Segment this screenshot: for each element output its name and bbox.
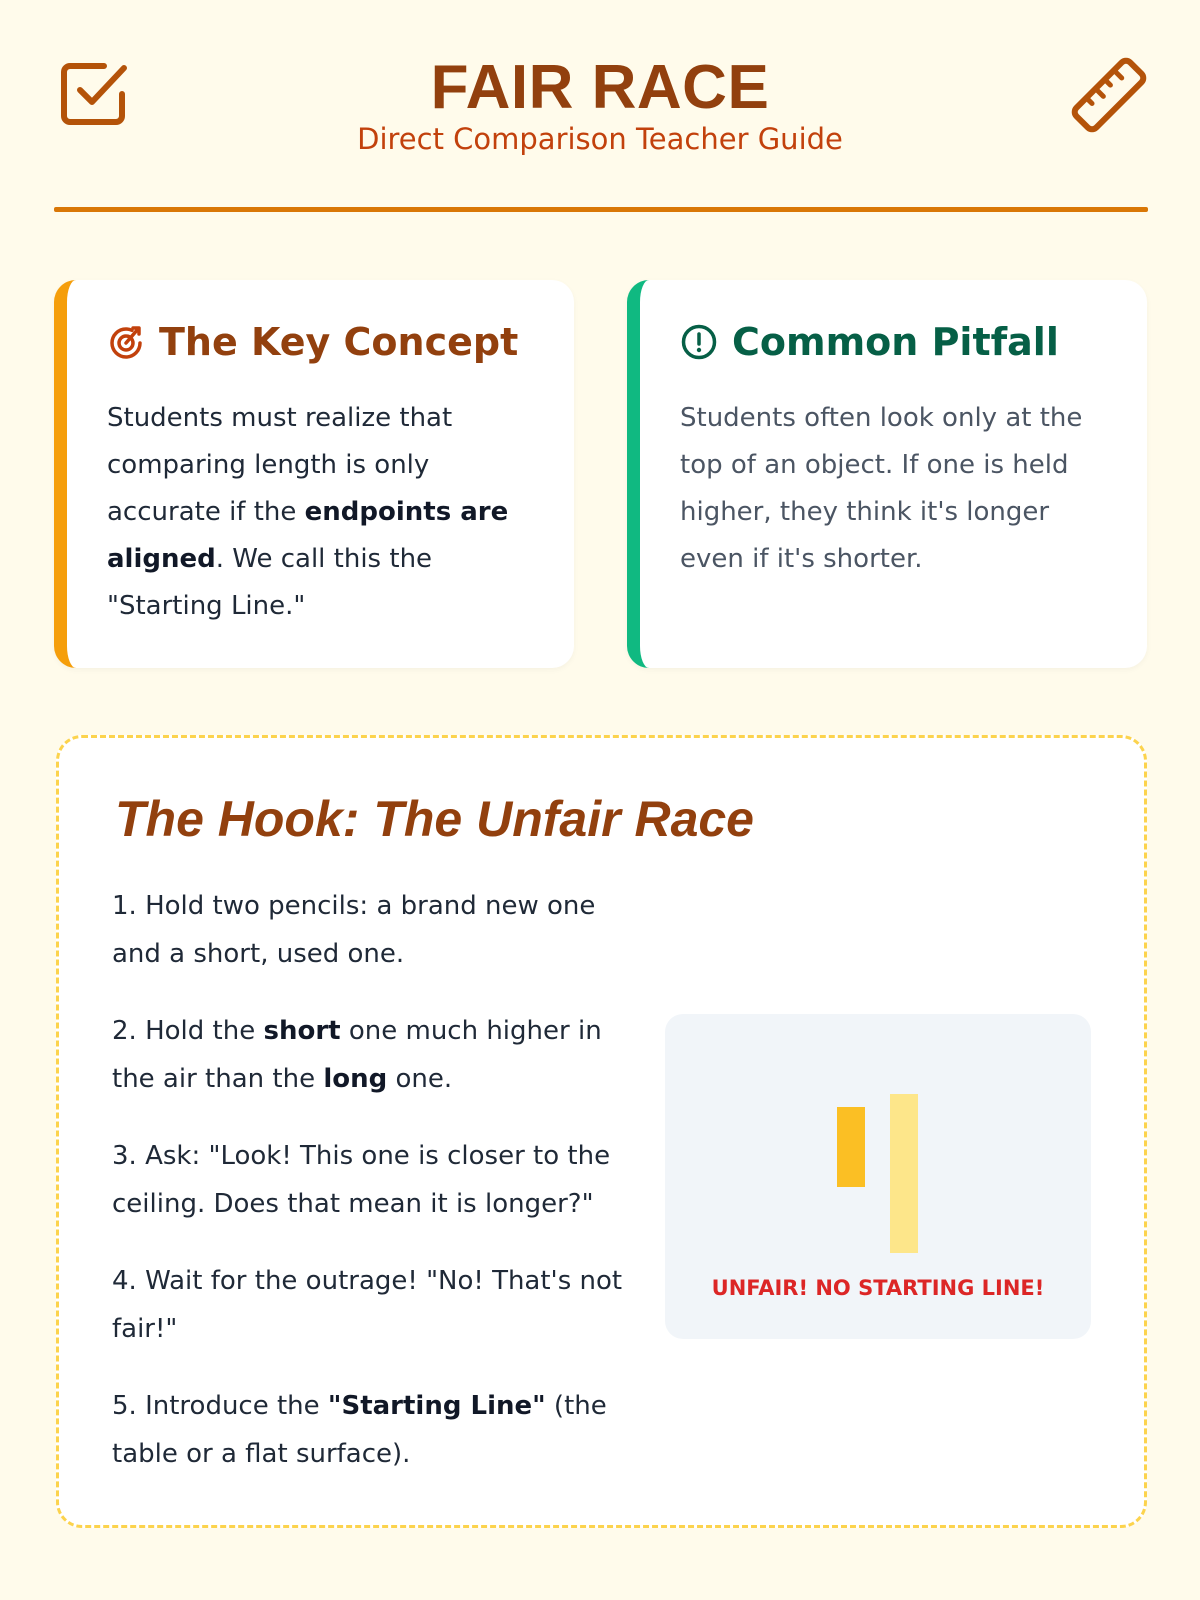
step-emphasis: short [263,1016,341,1046]
key-concept-emphasis: endpoints are aligned [107,497,509,574]
step-text-part: one. [387,1064,453,1094]
step-text-part: (the table or a flat surface). [112,1391,607,1469]
hook-step [112,1382,632,1478]
hook-step [112,1007,632,1103]
short-pencil-bar [837,1107,865,1187]
key-concept-text-part: Students must realize that comparing length is only accurate if the [107,403,453,527]
key-concept-text-part: . We call this the "Starting Line." [107,544,433,621]
key-concept-title: The Key Concept [159,320,519,364]
step-emphasis: long [323,1064,388,1094]
step-emphasis: "Starting Line" [327,1391,546,1421]
long-pencil-bar [890,1094,918,1253]
step-text-part: one much higher in the air than the [112,1016,602,1094]
hook-section [56,735,1147,1528]
illustration-caption: UNFAIR! NO STARTING LINE! [711,1276,1045,1300]
page-header [0,0,1200,215]
header-divider [54,207,1148,212]
page-title: FAIR RACE [430,53,770,122]
unfair-race-illustration [665,1014,1091,1339]
hook-step: 1. Hold two pencils: a brand new one and a short, used one. [112,891,596,969]
step-text-part: 5. Introduce the [112,1391,328,1421]
hook-step: 3. Ask: "Look! This one is closer to the ceiling. Does that mean it is longer?" [112,1141,611,1219]
common-pitfall-text: Students often look only at the top of an object. If one is held higher, they think it's longer even if it's shorter. [680,403,1083,574]
alert-circle-icon [680,323,718,361]
common-pitfall-card [627,280,1147,668]
page-subtitle: Direct Comparison Teacher Guide [357,122,843,156]
hook-steps [112,882,632,1507]
common-pitfall-header [680,320,1059,364]
hook-title: The Hook: The Unfair Race [115,791,754,847]
target-icon [107,323,145,361]
hook-step: 4. Wait for the outrage! "No! That's not fair!" [112,1266,623,1344]
ruler-icon [1068,54,1150,136]
key-concept-card [54,280,574,668]
key-concept-text [107,395,547,630]
key-concept-header [107,320,518,364]
common-pitfall-title: Common Pitfall [732,320,1059,364]
step-text-part: 2. Hold the [112,1016,264,1046]
